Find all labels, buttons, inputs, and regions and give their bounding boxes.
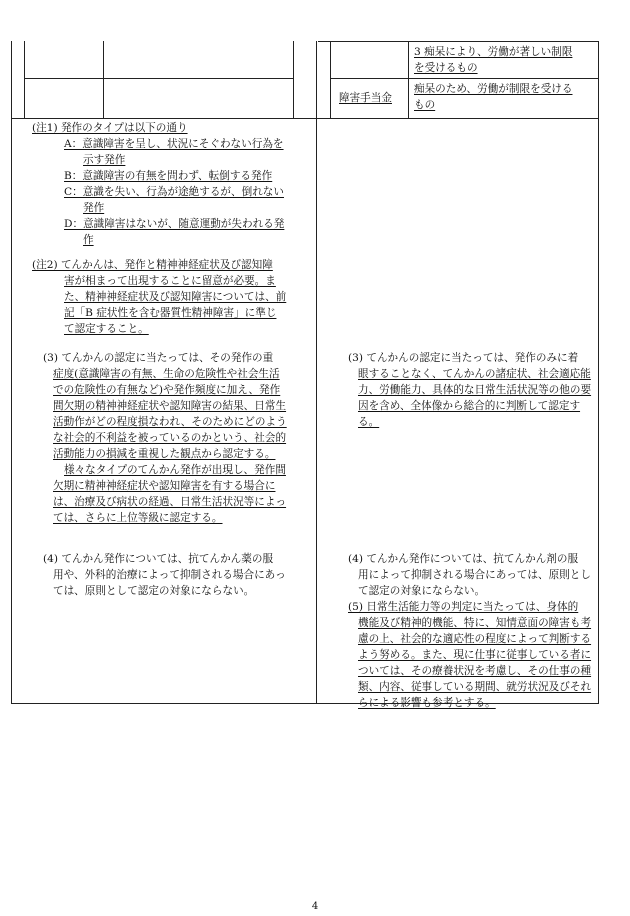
left-s4-line1: (4) てんかん発作については、抗てんかん薬の服: [43, 553, 274, 565]
left-s3-line9: 欠期に精神神経症状や認知障害を有する場合に: [53, 480, 276, 492]
note1-title: (注1) 発作のタイプは以下の通り: [32, 122, 188, 134]
disability-allowance-grade: 障害手当金: [339, 92, 392, 104]
grade3-description-line1: 3 痴呆により、労働が著しい制限: [414, 46, 573, 58]
top-table-col-line-left2: [103, 41, 104, 118]
left-s3-line5: 活動作がどの程度損なわれ、そのためにどのよう: [53, 416, 287, 428]
left-s3-line8: 様々なタイプのてんかん発作が出現し、発作間: [64, 464, 286, 476]
page-number: 4: [311, 901, 319, 912]
note1-line-b: B：意識障害の有無を問わず、転倒する発作: [64, 170, 273, 182]
left-s3-line1: (3) てんかんの認定に当たっては、その発作の重: [43, 352, 274, 364]
grade3-description-line2: を受けるもの: [414, 62, 478, 74]
right-s3-line5: る。: [358, 416, 380, 428]
left-s3-line10: は、治療及び病状の経過、日常生活状況等によっ: [53, 496, 287, 508]
top-table-col-line-left3: [293, 41, 294, 118]
top-table-bottom-line-right: [316, 118, 598, 119]
right-s5-line3: 慮の上、社会的な適応性の程度によって判断する: [358, 633, 592, 645]
top-table-row-line-right: [331, 78, 598, 79]
note2-line3: た、精神神経症状及び認知障害については、前: [64, 291, 287, 303]
left-s4-line3: ては、原則として認定の対象にならない。: [53, 585, 255, 597]
right-s5-line7: らによる影響も参考とする。: [358, 697, 496, 709]
right-s3-line3: 力、労働能力、具体的な日常生活状況等の他の要: [358, 384, 592, 396]
top-table-col-line-right1: [330, 41, 331, 118]
right-s3-line4: 因を含め、全体像から総合的に判断して認定す: [358, 400, 581, 412]
table-border-right: [598, 41, 599, 703]
right-s4-line3: て認定の対象にならない。: [358, 585, 486, 597]
right-s5-line5: ついては、その療養状況を考慮し、その仕事の種: [358, 665, 592, 677]
table-border-top-right: [318, 41, 598, 42]
top-table-row-line-left: [24, 78, 294, 79]
left-s3-line2: 症度(意識障害の有無、生命の危険性や社会生活: [53, 368, 280, 380]
top-table-col-line-left1: [24, 41, 25, 118]
note2-line2: 害が相まって出現することに留意が必要。ま: [64, 275, 276, 287]
note1-line-a: A：意識障害を呈し、状況にそぐわない行為を: [64, 138, 284, 150]
right-s4-line1: (4) てんかん発作については、抗てんかん剤の服: [348, 553, 579, 565]
note1-line-d2: 作: [83, 234, 94, 246]
table-border-bottom: [11, 703, 599, 704]
right-s5-line2: 機能及び精神的機能、特に、知情意面の障害も考: [358, 617, 592, 629]
right-s5-line1: (5) 日常生活能力等の判定に当たっては、身体的: [348, 601, 579, 613]
left-s4-line2: 用や、外科的治療によって抑制される場合にあっ: [53, 569, 286, 581]
note1-line-d: D：意識障害はないが、随意運動が失われる発: [64, 218, 285, 230]
left-s3-line7: 活動能力の損減を重視した観点から認定する。: [53, 448, 276, 460]
disability-allowance-description-line1: 痴呆のため、労働が制限を受ける: [414, 83, 573, 95]
note1-line-a2: 示す発作: [83, 154, 126, 166]
note2-line1: (注2) てんかんは、発作と精神神経症状及び認知障: [32, 259, 273, 271]
table-border-center: [316, 41, 317, 703]
note2-line5: て認定すること。: [64, 323, 149, 335]
right-s4-line2: 用によって抑制される場合にあっては、原則とし: [358, 569, 591, 581]
table-border-left: [11, 41, 12, 703]
note2-line4: 記「B 症状性を含む器質性精神障害」に準じ: [64, 307, 277, 319]
note1-line-c2: 発作: [83, 202, 105, 214]
left-s3-line6: な社会的不利益を被っているのかという、社会的: [53, 432, 287, 444]
disability-allowance-description-line2: もの: [414, 99, 436, 111]
left-s3-line3: での危険性の有無など)や発作頻度に加え、発作: [53, 384, 281, 396]
left-s3-line4: 間欠期の精神神経症状や認知障害の結果、日常生: [53, 400, 287, 412]
right-s5-line4: よう努める。また、現に仕事に従事している者に: [358, 649, 592, 661]
right-s3-line2: 眼することなく、てんかんの諸症状、社会適応能: [358, 368, 591, 380]
note1-line-c: C：意識を失い、行為が途絶するが、倒れない: [64, 186, 284, 198]
top-table-bottom-line-left: [11, 118, 317, 119]
right-s3-line1: (3) てんかんの認定に当たっては、発作のみに着: [348, 352, 579, 364]
right-s5-line6: 類、内容、従事している期間、就労状況及びそれ: [358, 681, 592, 693]
top-table-col-line-right2: [408, 41, 409, 118]
left-s3-line11: ては、さらに上位等級に認定する。: [53, 512, 223, 524]
